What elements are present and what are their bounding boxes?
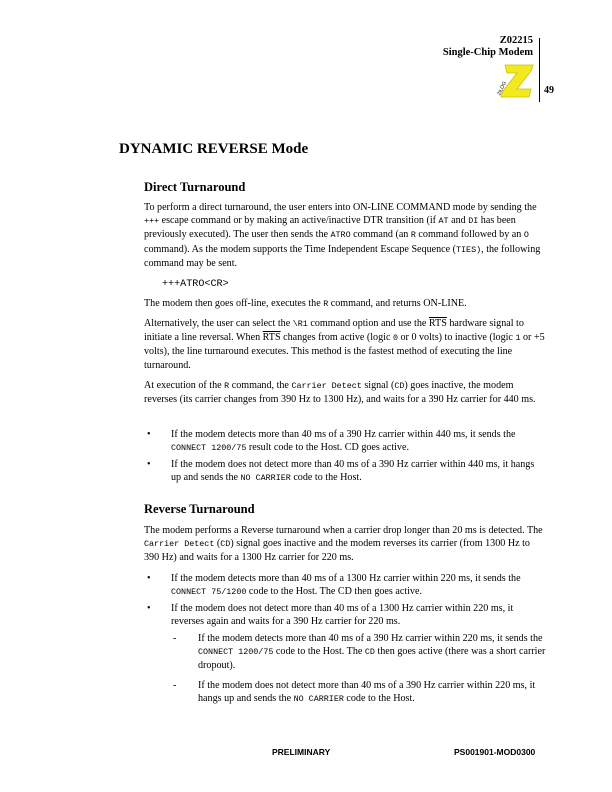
zilog-logo-icon [495,63,535,99]
dash-icon: - [173,680,177,691]
document-title: Single-Chip Modem [442,47,533,58]
header-divider [539,38,540,102]
direct-code-sample: +++ATRO<CR> [162,279,229,290]
section-title: DYNAMIC REVERSE Mode [119,141,309,157]
logo-small-text: ZiLOG [496,80,509,97]
bullet-icon: • [147,429,151,440]
heading-reverse-turnaround: Reverse Turnaround [144,502,255,516]
bullet-icon: • [147,573,151,584]
direct-paragraph-2: The modem then goes off-line, executes the R command, and returns ON-LINE. [144,298,467,309]
footer-doc-id: PS001901-MOD0300 [454,747,536,757]
direct-paragraph-1: To perform a direct turnaround, the user enters into ON-LINE COMMAND mode by sending the +++ escape command or by making an active/inactive DTR transition (if AT and DI has been previously executed). The user then sends the ATRO command (an R command followed by an O command). As the modem supports the Time Independent Escape Sequence (TIES), the following command may be sent. [144,202,541,269]
direct-paragraph-4: At execution of the R command, the Carrier Detect signal (CD) goes inactive, the modem reverses (its carrier changes from 390 Hz to 1300 Hz), and waits for a 390 Hz carrier for 440 ms. [144,380,536,406]
bullet-icon: • [147,603,151,614]
page-number: 49 [544,85,554,96]
direct-paragraph-3: Alternatively, the user can select the \R1 command option and use the $\overline{RTS}$ hardware signal to initiate a line reversal. When $\overline{RTS}$ changes from active (logic 0 or 0 volts) to inactive (logic 1 or +5 volts), the line turnaround executes. This method is the fastest method of executing the line turnaround. [144,318,545,371]
footer-status: PRELIMINARY [272,747,331,757]
dash-icon: - [173,633,177,644]
bullet-icon: • [147,459,151,470]
document-model: Z02215 [499,35,533,46]
heading-direct-turnaround: Direct Turnaround [144,180,246,194]
reverse-paragraph-1: The modem performs a Reverse turnaround when a carrier drop longer than 20 ms is detected. The Carrier Detect (CD) signal goes inactive and the modem reverses its carrier (from 1300 Hz to 390 Hz) and waits for a 1300 Hz carrier for 220 ms. [144,525,543,564]
